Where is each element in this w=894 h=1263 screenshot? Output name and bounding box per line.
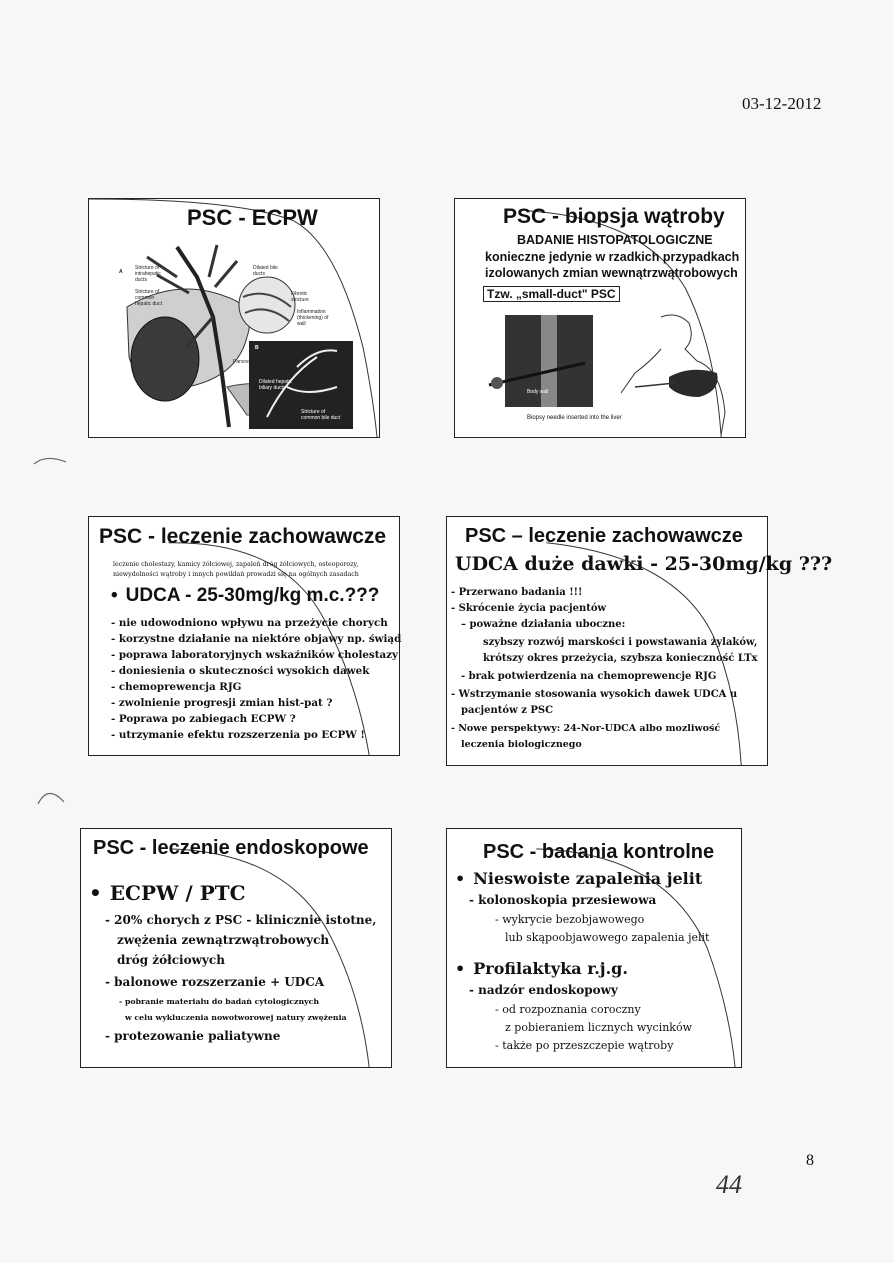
control-sub-1: - kolonoskopia przesiewowa bbox=[469, 893, 657, 907]
udca-headline: • UDCA - 25-30mg/kg m.c.??? bbox=[111, 585, 379, 607]
margin-mark-1 bbox=[32, 452, 68, 468]
endo-item-7: - protezowanie paliatywne bbox=[105, 1029, 281, 1043]
treat2-item-2: - Skrócenie życia pacjentów bbox=[451, 603, 607, 614]
control-sub-2a: - od rozpoznania coroczny bbox=[495, 1003, 641, 1016]
page-number: 8 bbox=[806, 1152, 814, 1169]
treat1-item-4: - doniesienia o skuteczności wysokich dawek bbox=[111, 665, 370, 677]
udca-headline: UDCA duże dawki - 25-30mg/kg ??? bbox=[455, 553, 833, 575]
label-common-hepatic: Stricture of common hepatic duct bbox=[135, 289, 162, 307]
endo-item-2: zwężenia zewnątrzwątrobowych bbox=[117, 933, 330, 947]
control-sub-1a: - wykrycie bezobjawowego bbox=[495, 913, 645, 926]
small-duct-box: Tzw. „small-duct" PSC bbox=[483, 286, 620, 302]
endo-item-1: - 20% chorych z PSC - klinicznie istotne, bbox=[105, 913, 377, 927]
label-b: B bbox=[255, 345, 259, 351]
treat2-item-4: szybszy rozwój marskości i powstawania żylaków, bbox=[483, 637, 758, 648]
treat2-item-10: leczenia biologicznego bbox=[461, 739, 582, 750]
slide-title: PSC - leczenie zachowawcze bbox=[99, 525, 387, 548]
slide-endoscopic bbox=[80, 828, 392, 1068]
label-a: A bbox=[119, 269, 123, 275]
treat1-item-3: - poprawa laboratoryjnych wskaźników cholestazy bbox=[111, 649, 398, 661]
label-dilated-hepatic: Dilated hepatic biliary ducts bbox=[259, 379, 293, 391]
margin-mark-2 bbox=[36, 782, 66, 808]
treat2-item-6: - brak potwierdzenia na chemoprewencje RJG bbox=[461, 671, 717, 682]
treat2-item-1: - Przerwano badania !!! bbox=[451, 587, 583, 598]
slide-title: PSC - biopsja wątroby bbox=[503, 205, 725, 228]
slide-title: PSC – leczenie zachowawcze bbox=[465, 525, 743, 547]
endo-item-4: - balonowe rozszerzanie + UDCA bbox=[105, 975, 325, 989]
biopsy-caption: Biopsy needle inserted into the liver bbox=[527, 415, 622, 421]
slide-control bbox=[446, 828, 742, 1068]
label-body-wall: Body wall bbox=[527, 389, 549, 395]
treat1-item-5: - chemoprewencja RJG bbox=[111, 681, 242, 693]
endo-item-5: - pobranie materiału do badań cytologicznych bbox=[119, 997, 320, 1006]
label-stricture-common-bile: Stricture of common bile duct bbox=[301, 409, 341, 421]
treat1-item-6: - zwolnienie progresji zmian hist-pat ? bbox=[111, 697, 333, 709]
label-pancreas: Pancreas bbox=[233, 359, 255, 365]
ecpw-ptc-headline: • ECPW / PTC bbox=[89, 881, 246, 905]
slide-line-2: izolowanych zmian wewnątrzwątrobowych bbox=[485, 266, 738, 280]
slide-ecpw bbox=[88, 198, 380, 438]
treat1-item-1: - nie udowodniono wpływu na przeżycie chorych bbox=[111, 617, 388, 629]
control-sub-2: - nadzór endoskopowy bbox=[469, 983, 618, 997]
endo-item-3: dróg żółciowych bbox=[117, 953, 225, 967]
treat2-item-5: krótszy okres przeżycia, szybsza konieczność LTx bbox=[483, 653, 758, 664]
slide-line-1: konieczne jedynie w rzadkich przypadkach bbox=[485, 250, 740, 264]
label-inflammation: Inflammation (thickening) of wall bbox=[297, 309, 329, 327]
slide-subtitle: BADANIE HISTOPATOLOGICZNE bbox=[517, 233, 713, 247]
treat2-item-7: - Wstrzymanie stosowania wysokich dawek UDCA u bbox=[451, 689, 738, 700]
intro-line-1: leczenie cholestazy, kamicy żółciowej, zapaleń dróg żółciowych, osteoporozy, bbox=[113, 561, 359, 568]
control-sub-2b: z pobieraniem licznych wycinków bbox=[505, 1021, 693, 1034]
page-date: 03-12-2012 bbox=[742, 94, 822, 113]
treat2-item-8: pacjentów z PSC bbox=[461, 705, 554, 716]
treat1-item-2: - korzystne działanie na niektóre objawy np. świąd bbox=[111, 633, 402, 645]
control-sub-2c: - także po przeszczepie wątroby bbox=[495, 1039, 674, 1052]
label-fibrotic: Fibrotic stricture bbox=[291, 291, 309, 303]
treat1-item-8: - utrzymanie efektu rozszerzenia po ECPW ! bbox=[111, 729, 365, 741]
label-intrahepatic: Stricture of intrahepatic ducts bbox=[135, 265, 161, 283]
control-bullet-1: • Nieswoiste zapalenia jelit bbox=[455, 869, 702, 888]
treat2-item-3: – poważne działania uboczne: bbox=[461, 619, 626, 630]
slide-title: PSC - ECPW bbox=[187, 205, 318, 230]
treat1-item-7: - Poprawa po zabiegach ECPW ? bbox=[111, 713, 296, 725]
label-dilated: Dilated bile ducts bbox=[253, 265, 278, 277]
endo-item-6: w celu wykluczenia nowotworowej natury zwężenia bbox=[125, 1013, 347, 1022]
intro-line-2: niewydolności wątroby i innych powikłań prowadzi się na ogólnych zasadach bbox=[113, 571, 359, 578]
slide-title: PSC - badania kontrolne bbox=[483, 841, 715, 863]
slide-title: PSC - leczenie endoskopowe bbox=[93, 837, 369, 859]
slide-treatment-1 bbox=[88, 516, 400, 756]
handwritten-note: 44 bbox=[716, 1170, 742, 1199]
slide-biopsy bbox=[454, 198, 746, 438]
treat2-item-9: - Nowe perspektywy: 24-Nor-UDCA albo mozliwość bbox=[451, 723, 721, 734]
control-sub-1b: lub skąpoobjawowego zapalenia jelit bbox=[505, 931, 710, 944]
control-bullet-2: • Profilaktyka r.j.g. bbox=[455, 959, 628, 978]
slide-treatment-2 bbox=[446, 516, 833, 766]
